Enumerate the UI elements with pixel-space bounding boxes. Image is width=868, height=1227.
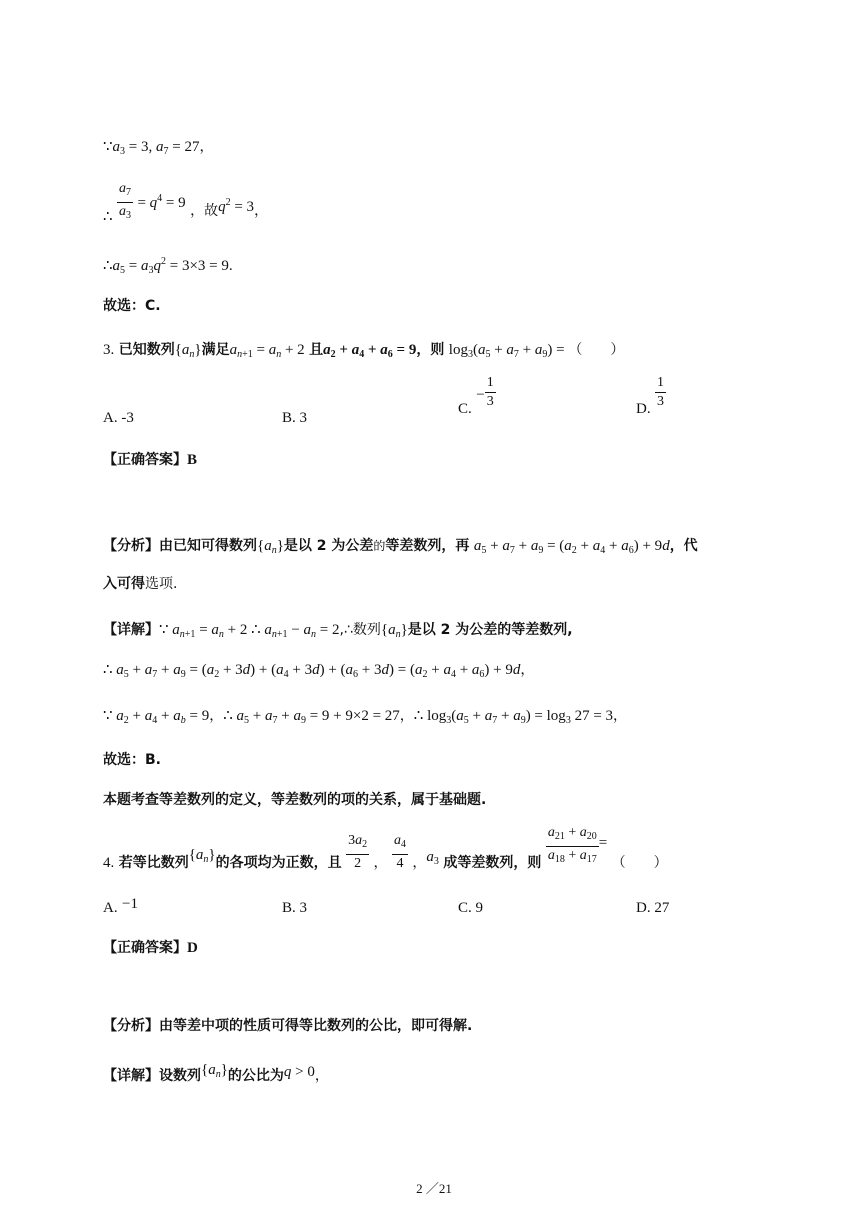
fraction-a7-a3: $\frac{a_7}{a_3}$ xyxy=(119,181,131,221)
option-b3: B. 3 xyxy=(282,410,308,426)
option-d4: D. 27 xyxy=(636,900,670,916)
a5-result: $\therefore a_5 = a_3q^2 = 3\times 3 = 9$. xyxy=(103,256,233,276)
page-number: 2 ／21 xyxy=(416,1181,452,1196)
analysis-3-line1: 【分析】由已知可得数列$\{a_n\}$是以 2 为公差的等差数列，再 $a_5 + a_7 + a_9 = (a_2 + a_4 + a_6) + 9d$，代 xyxy=(103,538,698,556)
choose-c: 故选：C. xyxy=(103,298,161,314)
given-a3-a7: $\because a_3 = 3$, $a_7 = 27$， xyxy=(103,139,214,157)
detail-4: 【详解】设数列$\{a_n\}$的公比为q > 0， xyxy=(103,1062,329,1084)
question-4: 4. 若等比数列$\{a_n\}$的各项均为正数，且 $\frac{3a_2}{2}$ ， $\frac{a_4}{4}$ ，$a_3$ 成等差数列，则 $\frac{a_{21} + a_{20}}{a_{18} + a_{17}}$ = （ ） xyxy=(103,825,668,871)
option-a4: A. −1 xyxy=(103,896,139,916)
ratio-line: ∴ $\frac{a_7}{a_3}$ = $q^4 = 9$ ，故$q^2 = 3$， xyxy=(103,181,269,225)
option-c3: C. − $\frac{1}{3}$ xyxy=(458,375,494,417)
choose-b: 故选：B. xyxy=(103,752,161,768)
analysis-4: 【分析】由等差中项的性质可得等比数列的公比，即可得解. xyxy=(103,1018,473,1034)
option-d3: D. $\frac{1}{3}$ xyxy=(636,375,665,417)
option-b4: B. 3 xyxy=(282,900,308,916)
analysis-3-line2: 入可得选项. xyxy=(103,576,178,592)
question-3: 3. 已知数列$\{a_n\}$满足$a_{n+1} = a_n + 2$ 且$a_2 + a_4 + a_6 = 9$，则 $\log_3(a_5 + a_7 + a_9)$ = （ ） xyxy=(103,342,625,360)
detail-3-line3: ∵ $a_2 + a_4 + a_b = 9$，∴ $a_5 + a_7 + a_9 = 9 + 9\times 2 = 27$，∴ $\log_3(a_5 + a_7 + a_9) = \log_3 27 = 3$， xyxy=(103,708,628,726)
answer-3: 【正确答案】B xyxy=(103,452,198,468)
answer-4: 【正确答案】D xyxy=(103,940,198,956)
detail-3-line2: ∴ $a_5 + a_7 + a_9 = (a_2 + 3d) + (a_4 + 3d) + (a_6 + 3d) = (a_2 + a_4 + a_6) + 9d$， xyxy=(103,662,535,680)
summary-3: 本题考查等差数列的定义，等差数列的项的关系，属于基础题. xyxy=(103,792,487,808)
option-a3: A. -3 xyxy=(103,410,134,426)
detail-3-line1: 【详解】∵ $a_{n+1} = a_n + 2$ ∴ $a_{n+1} - a_n$ = 2,∴数列$\{a_n\}$是以 2 为公差的等差数列, xyxy=(103,622,573,640)
option-c4: C. 9 xyxy=(458,900,484,916)
